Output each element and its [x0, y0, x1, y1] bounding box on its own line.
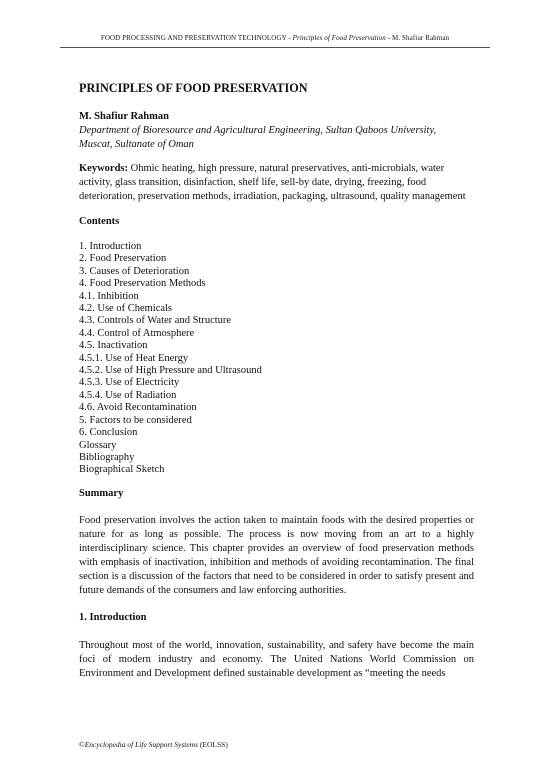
toc-item: 1. Introduction: [79, 241, 142, 252]
toc-item: Bibliography: [79, 451, 135, 463]
footer-suffix: (EOLSS): [198, 740, 228, 749]
header-rule: [60, 47, 490, 48]
page-content: [79, 80, 474, 681]
toc-item: 4.5. Inactivation: [79, 340, 148, 352]
toc-item: 4.5.3. Use of Electricity: [79, 377, 180, 389]
toc-item: 4.3. Controls of Water and Structure: [79, 315, 232, 327]
toc-item: 4.5.4. Use of Radiation: [79, 389, 177, 401]
toc-item: 4.1. Inhibition: [79, 290, 139, 302]
keywords-text: Ohmic heating, high pressure, natural preservatives, anti-microbials, water activity, glass transition, disinfaction, shelf life, sell-by date, drying, freezing, food deterioration, preservation methods, irradiation, packaging, ultrasound, quality management: [79, 163, 466, 202]
copyright-symbol: ©: [79, 740, 85, 749]
toc-item: 4.4. Control of Atmosphere: [79, 327, 195, 339]
toc-item: 4.2. Use of Chemicals: [79, 303, 173, 315]
page-footer: [79, 740, 228, 749]
toc-item: 4.5.2. Use of High Pressure and Ultrasound: [79, 365, 262, 377]
toc-item: 4.5.1. Use of Heat Energy: [79, 352, 189, 364]
running-header: [0, 34, 550, 42]
header-separator: -: [286, 34, 293, 42]
contents-heading: Contents: [79, 216, 120, 227]
summary-paragraph: Food preservation involves the action taken to maintain foods with the desired properties or nature for as long as possible. The process is now moving from an art to a highly interdisciplinary science. This chapter provides an overview of food preservation methods with emphasis of inactivation, inhibition and methods of avoiding recontamination. The final section is a discussion of the factors that need to be considered in order to satisfy present and future demands of the consumers and law enforcing authorities.: [79, 514, 474, 596]
introduction-paragraph: Throughout most of the world, innovation, sustainability, and safety have become the main foci of modern industry and economy. The United Nations World Commission on Environment and Development defined sustainable development as “meeting the needs: [79, 639, 474, 679]
toc-item: Biographical Sketch: [79, 464, 165, 476]
summary-heading: Summary: [79, 487, 124, 499]
toc-item: 4. Food Preservation Methods: [79, 278, 206, 290]
affiliation-line-1: Department of Bioresource and Agricultural Engineering, Sultan Qaboos University,: [79, 125, 437, 136]
toc-item: 4.6. Avoid Recontamination: [79, 402, 197, 414]
affiliation-line-2: Muscat, Sultanate of Oman: [79, 139, 194, 150]
header-series: FOOD PROCESSING AND PRESERVATION TECHNOLOGY: [100, 34, 287, 42]
toc-item: Glossary: [79, 439, 117, 451]
author-name: M. Shafiur Rahman: [79, 111, 169, 122]
keywords: [79, 162, 474, 204]
table-of-contents: [79, 241, 474, 477]
toc-item: 2. Food Preservation: [79, 253, 167, 265]
author-affiliation: [79, 124, 474, 152]
header-chapter: Principles of Food Preservation: [292, 34, 386, 42]
keywords-label: Keywords:: [79, 163, 128, 174]
introduction-heading: 1. Introduction: [79, 611, 147, 623]
document-title: PRINCIPLES OF FOOD PRESERVATION: [79, 81, 308, 95]
header-author: - M. Shafiur Rahman: [385, 34, 450, 42]
toc-item: 5. Factors to be considered: [79, 414, 192, 426]
toc-item: 6. Conclusion: [79, 427, 138, 439]
toc-item: 3. Causes of Deterioration: [79, 265, 190, 277]
footer-publication: Encyclopedia of Life Support Systems: [84, 740, 199, 749]
